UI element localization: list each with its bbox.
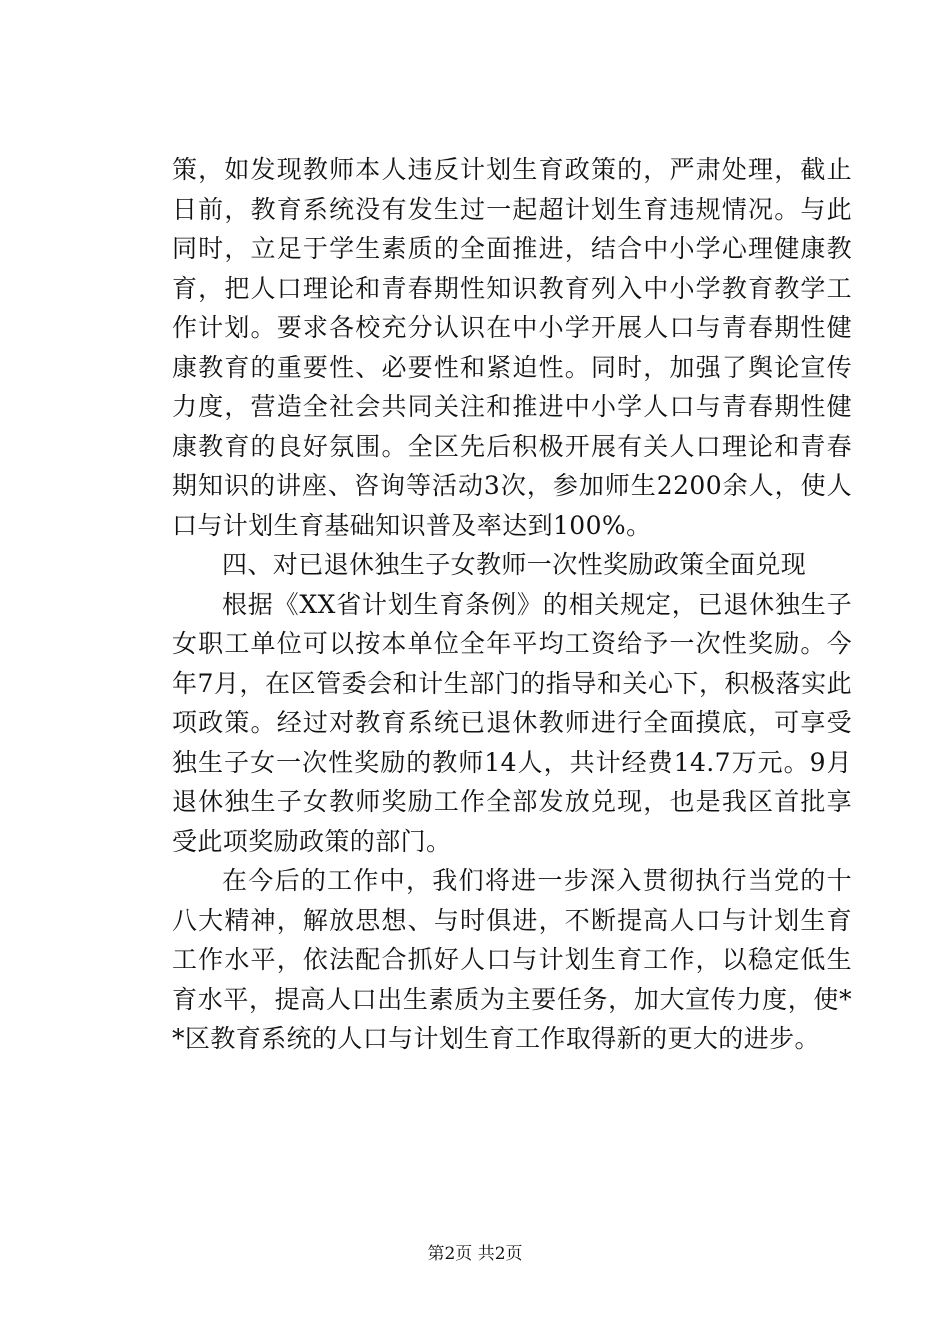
body-paragraph: 在今后的工作中，我们将进一步深入贯彻执行当党的十八大精神，解放思想、与时俱进，不断提高人口与计划生育工作水平，依法配合抓好人口与计划生育工作，以稳定低生育水平，提高人口出生素质为主要任务，加大宣传力度，使**区教育系统的人口与计划生育工作取得新的更大的进步。	[172, 866, 852, 1053]
body-paragraph: 根据《XX省计划生育条例》的相关规定，已退休独生子女职工单位可以按本单位全年平均工资给予一次性奖励。今年7月，在区管委会和计生部门的指导和关心下，积极落实此项政策。经过对教育系统已退休教师进行全面摸底，可享受独生子女一次性奖励的教师14人，共计经费14.7万元。9月退休独生子女教师奖励工作全部发放兑现，也是我区首批享受此项奖励政策的部门。	[172, 589, 852, 856]
page-number-footer: 第2页 共2页	[427, 1244, 523, 1264]
document-body	[172, 150, 852, 1059]
section-heading: 四、对已退休独生子女教师一次性奖励政策全面兑现	[222, 550, 807, 579]
body-paragraph: 策，如发现教师本人违反计划生育政策的，严肃处理，截止日前，教育系统没有发生过一起超计划生育违规情况。与此同时，立足于学生素质的全面推进，结合中小学心理健康教育，把人口理论和青春期性知识教育列入中小学教育教学工作计划。要求各校充分认识在中小学开展人口与青春期性健康教育的重要性、必要性和紧迫性。同时，加强了舆论宣传力度，营造全社会共同关注和推进中小学人口与青春期性健康教育的良好氛围。全区先后积极开展有关人口理论和青春期知识的讲座、咨询等活动3次，参加师生2200余人，使人口与计划生育基础知识普及率达到100%。	[172, 155, 852, 540]
